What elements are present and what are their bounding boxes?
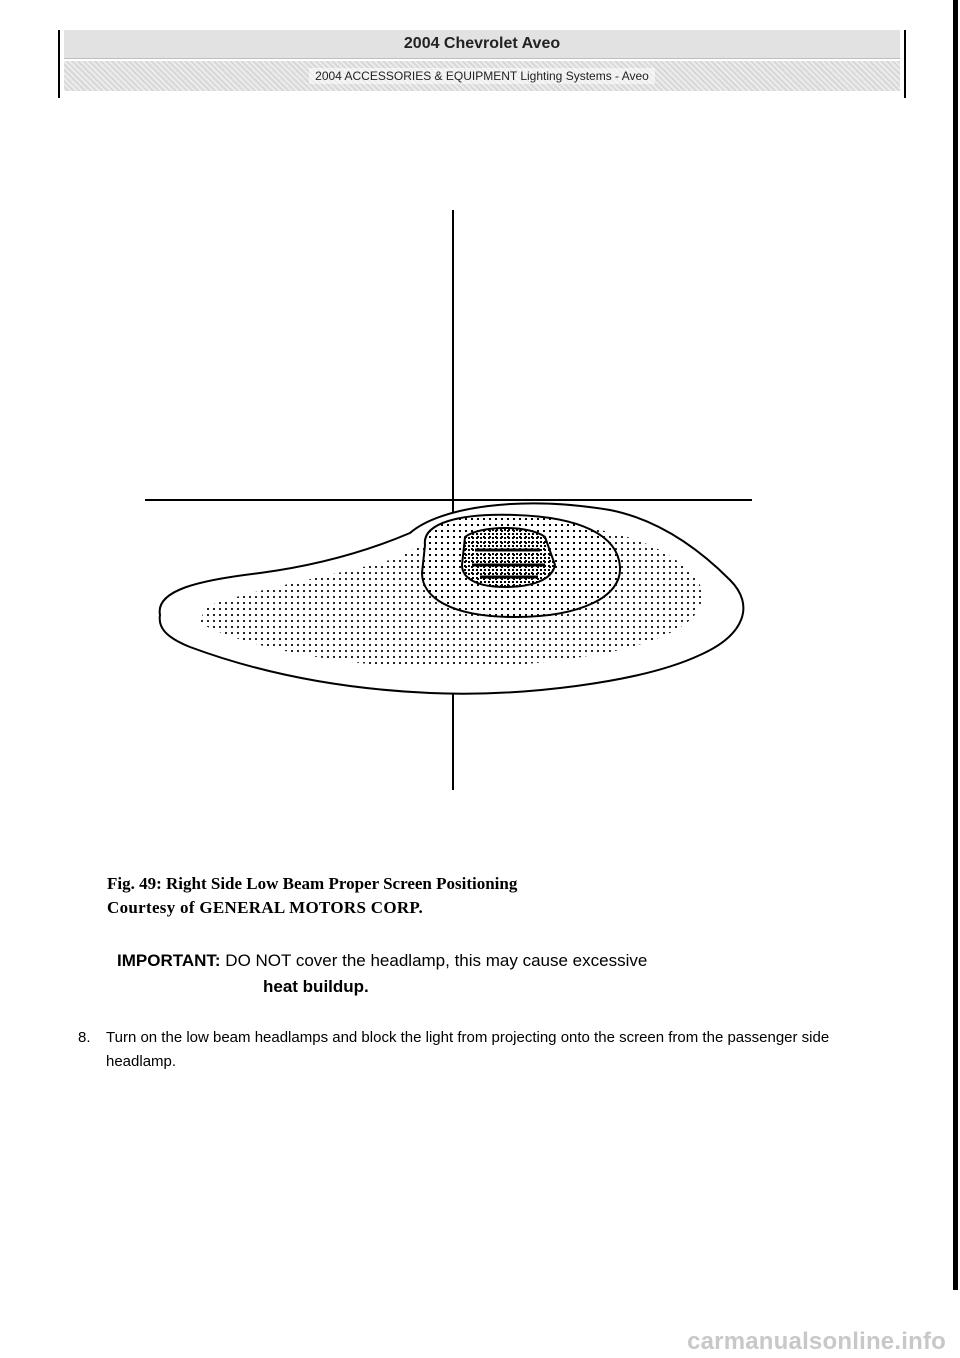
important-label: IMPORTANT: [117, 951, 221, 970]
important-note [117, 948, 877, 1000]
document-subtitle: 2004 ACCESSORIES & EQUIPMENT Lighting Systems - Aveo [309, 68, 655, 84]
figure-caption-title: Fig. 49: Right Side Low Beam Proper Screen Positioning [107, 874, 518, 893]
header-rule-right [904, 30, 906, 98]
important-text-line1: DO NOT cover the headlamp, this may cause excessive [225, 951, 648, 970]
watermark: carmanualsonline.info [687, 1328, 946, 1355]
page-header [58, 30, 906, 94]
figure-caption [107, 872, 807, 920]
document-title: 2004 Chevrolet Aveo [64, 30, 900, 59]
beam-pattern-diagram [140, 205, 760, 800]
figure-caption-credit: Courtesy of GENERAL MOTORS CORP. [107, 898, 424, 917]
step-number: 8. [78, 1029, 91, 1046]
header-rule-left [58, 30, 60, 98]
document-subtitle-bar [64, 61, 900, 91]
beam-pattern-figure [140, 205, 760, 800]
important-text-line2: heat buildup. [263, 977, 369, 996]
page-border [953, 0, 958, 1290]
step-text: Turn on the low beam headlamps and block the light from projecting onto the screen from the passenger side headlamp. [106, 1029, 830, 1070]
